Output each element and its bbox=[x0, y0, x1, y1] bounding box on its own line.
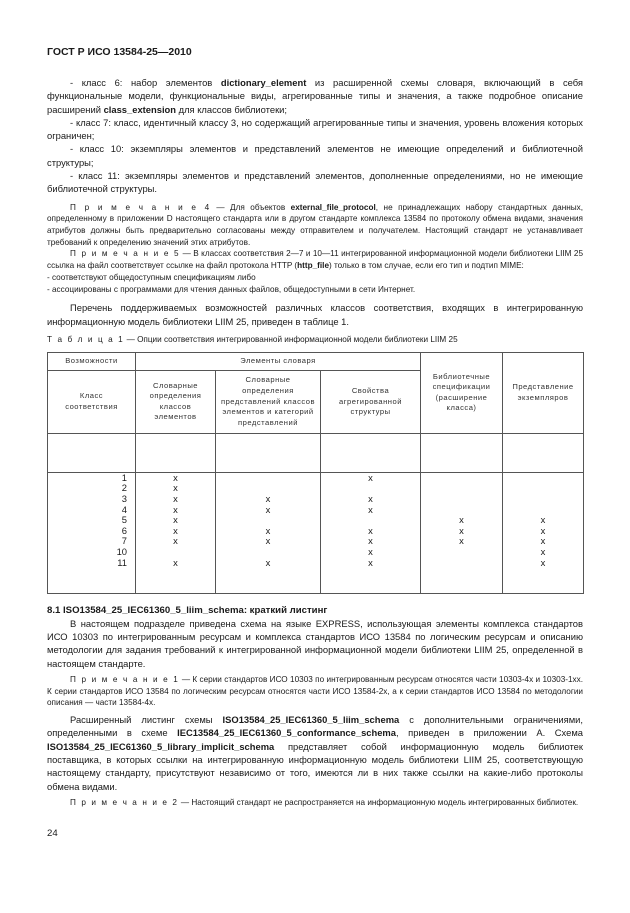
dict-defs-mark: x bbox=[173, 535, 178, 547]
table-spacer-row bbox=[48, 433, 584, 472]
note-2: П р и м е ч а н и е 2 — Настоящий стандарт не распространяется на информационную модель интегрированных библиотек. bbox=[70, 797, 579, 807]
dict-defs-mark: x bbox=[173, 556, 178, 568]
instances-mark: x bbox=[540, 514, 546, 526]
document-body bbox=[47, 76, 583, 809]
class-number: 11 bbox=[117, 556, 127, 568]
dict-defs-mark: x bbox=[173, 482, 178, 494]
class-header: Класс соответствия bbox=[48, 370, 136, 433]
dict-defs-mark: x bbox=[173, 471, 178, 483]
class-number: 7 bbox=[121, 535, 127, 547]
aggregated-mark: x bbox=[368, 471, 373, 483]
class-number: 5 bbox=[121, 514, 127, 526]
aggregated-header: Свойства агрегированной структуры bbox=[321, 370, 421, 433]
class-number-column bbox=[48, 472, 136, 593]
table-caption: Т а б л и ц а 1 — Опции соответствия интегрированной информационной модели библиотеки LIIM 25 bbox=[47, 334, 458, 344]
extended-listing-paragraph: Расширенный листинг схемы ISO13584_25_IEC61360_5_liim_schema с дополнительными ограничениями, определенными в схеме IEC13584_25_IEC61360_5_conformance_schema, приведен в приложении А. Схема ISO13584_25_IEC61360_5_library_implicit_schema представляет собой информационную модель библиотек поставщика, в которых ссылки на интегрированную информационную модель библиотеки LIIM 25, соответствующую настоящему стандарту, присутствуют независимо от того, имеются ли в них также ссылки на какие-либо протоколы обмена видами. bbox=[47, 714, 583, 792]
class-number: 6 bbox=[121, 524, 127, 536]
dict-defs-mark: x bbox=[173, 493, 178, 505]
page-number: 24 bbox=[47, 828, 58, 839]
class-number: 1 bbox=[121, 471, 127, 483]
dict-defs-views-mark: x bbox=[265, 535, 271, 547]
table-intro-paragraph: Перечень поддерживаемых возможностей различных классов соответствия, входящих в интегрированную информационную модель библиотеки LIIM 25, приведен в таблице 1. bbox=[47, 302, 583, 327]
dict-defs-mark: x bbox=[173, 514, 178, 526]
class6-paragraph: - класс 6: набор элементов dictionary_element из расширенной схемы словаря, включающий в себя функциональные модели, функциональные виды, агрегированные типы и значения, а также подробное описание расширений class_extension для классов библиотеки; bbox=[47, 77, 583, 115]
library-specs-mark: x bbox=[459, 524, 464, 536]
instances-column bbox=[503, 472, 584, 593]
class11-paragraph: - класс 11: экземпляры элементов и представлений элементов, дополненные определениями, но не имеющие библиотечной структуры. bbox=[47, 170, 583, 195]
dict-defs-views-header: Словарные определения представлений классов элементов и категорий представлений bbox=[216, 370, 321, 433]
instances-mark: x bbox=[540, 524, 546, 536]
dict-defs-mark: x bbox=[173, 503, 178, 515]
dict-defs-views-mark: x bbox=[265, 556, 271, 568]
class-number: 3 bbox=[121, 493, 127, 505]
library-specs-header: Библиотечные спецификации (расширение класса) bbox=[421, 352, 503, 433]
dict-defs-mark: x bbox=[173, 524, 178, 536]
document-page bbox=[47, 0, 583, 913]
aggregated-mark: x bbox=[368, 524, 373, 536]
dict-defs-views-mark: x bbox=[265, 524, 271, 536]
note-5-item-2: - ассоциированы с программами для чтения данных файлов, общедоступными в сети Интернет. bbox=[47, 284, 416, 294]
aggregated-mark: x bbox=[368, 493, 373, 505]
class7-paragraph: - класс 7: класс, идентичный классу 3, но содержащий агрегированные типы и значения, уровень вложения которых ограничен; bbox=[47, 116, 583, 142]
aggregated-column bbox=[321, 472, 421, 593]
library-specs-column bbox=[421, 472, 503, 593]
dictionary-elements-header: Элементы словаря bbox=[136, 352, 421, 370]
table-data-row bbox=[48, 472, 584, 593]
section-8-1-paragraph: В настоящем подразделе приведена схема на языке EXPRESS, использующая элементы комплекса стандартов ИСО 10303 по интегрированным ресурсам и комплекса стандартов ИСО 13584 по логическим ресурсам и описанию методологии для задания требований к интегрированной информационной модели библиотеки LIIM 25, определенной в настоящем стандарте. bbox=[47, 617, 583, 669]
library-specs-mark: x bbox=[459, 514, 464, 526]
aggregated-mark: x bbox=[368, 535, 373, 547]
aggregated-mark: x bbox=[368, 556, 373, 568]
note-5: П р и м е ч а н и е 5 — В классах соответствия 2—7 и 10—11 интегрированной информационной модели библиотеки LIIM 25 ссылка на файл соответствует ссылке на файл протокола HTTP (http_file) только в том случае, если его тип и подтип MIME: bbox=[47, 249, 583, 271]
document-header: ГОСТ Р ИСО 13584-25—2010 bbox=[47, 46, 192, 58]
library-specs-mark bbox=[421, 558, 502, 569]
section-8-1-title: 8.1 ISO13584_25_IEC61360_5_liim_schema: краткий листинг bbox=[47, 604, 328, 616]
class10-paragraph: - класс 10: экземпляры элементов и представлений элементов не имеющие определений и библиотечной структуры; bbox=[47, 143, 583, 168]
aggregated-mark: x bbox=[368, 546, 373, 558]
note-5-item-1: - соответствуют общедоступным спецификациям либо bbox=[47, 272, 256, 282]
dict-defs-column bbox=[136, 472, 216, 593]
dict-defs-views-column bbox=[216, 472, 321, 593]
instances-mark: x bbox=[540, 546, 546, 558]
note-4: П р и м е ч а н и е 4 — Для объектов external_file_protocol, не принадлежащих набору стандартных данных, определенному в приложении D настоящего стандарта или в другом стандарте комплекса 13584 по протоколу обмена видами, значения атрибутов должны быть предварительно согласованы между отправителем и получателем. Настоящий стандарт не устанавливает требований к определению значений этих атрибутов. bbox=[47, 202, 583, 247]
note-1: П р и м е ч а н и е 1 — К серии стандартов ИСО 10303 по интегрированным ресурсам относятся части 10303-4x и 10303-1xx. К серии стандартов ИСО 13584 по логическим ресурсам относятся части ИСО 13584-2x, а к серии стандартов ИСО 13584 по методологии описания — части 13584-4x. bbox=[47, 675, 583, 708]
dict-defs-views-mark: x bbox=[265, 503, 271, 515]
conformance-options-table bbox=[47, 352, 584, 594]
class-number: 10 bbox=[116, 546, 127, 558]
class-number: 4 bbox=[121, 503, 127, 515]
dict-defs-views-mark: x bbox=[265, 493, 271, 505]
instances-mark: x bbox=[540, 556, 546, 568]
dict-defs-header: Словарные определения классов элементов bbox=[136, 370, 216, 433]
library-specs-mark: x bbox=[459, 535, 464, 547]
class-number: 2 bbox=[121, 482, 127, 494]
capabilities-header: Возможности bbox=[48, 352, 136, 370]
aggregated-mark: x bbox=[368, 503, 373, 515]
instances-header: Представление экземпляров bbox=[503, 352, 584, 433]
instances-mark: x bbox=[540, 535, 546, 547]
